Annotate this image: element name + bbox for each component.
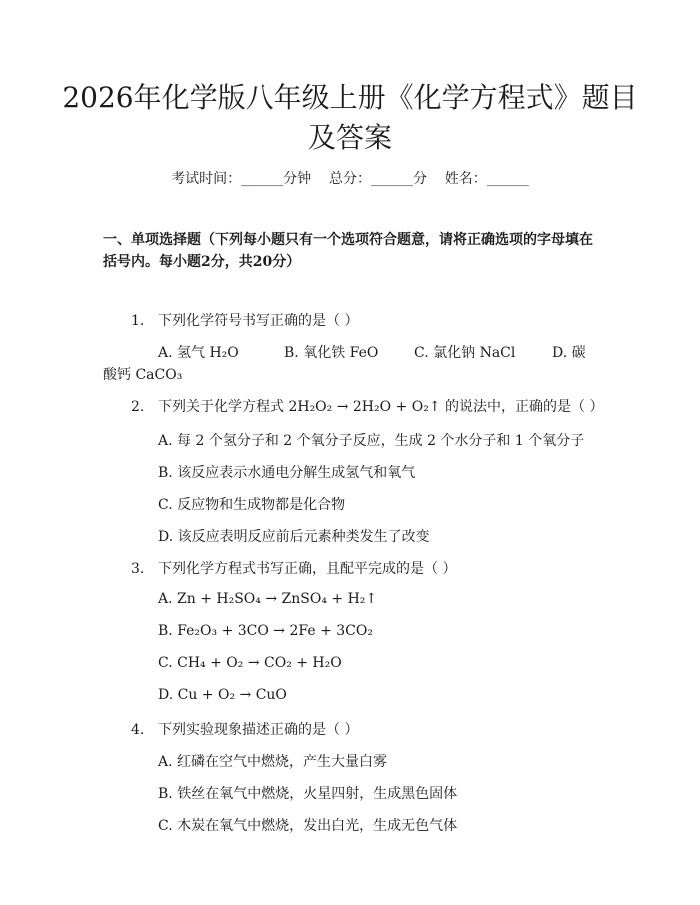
question-4 — [131, 719, 358, 739]
option-d: D. Cu + O₂ → CuO — [158, 687, 287, 703]
question-number: 3. — [131, 561, 145, 577]
question-number: 2. — [131, 399, 145, 415]
option-a: A. 每 2 个氢分子和 2 个氧分子反应，生成 2 个水分子和 1 个氧分子 — [158, 433, 585, 449]
option-d: D. 碳 — [552, 345, 586, 361]
option-c: C. 反应物和生成物都是化合物 — [158, 497, 346, 513]
option-c: C. 氯化钠 NaCl — [414, 345, 516, 361]
option-d: D. 该反应表明反应前后元素种类发生了改变 — [158, 529, 430, 545]
option-c: C. 木炭在氧气中燃烧，发出白光，生成无色气体 — [158, 818, 458, 834]
exam-meta-line: 考试时间：______分钟 总分：______分 姓名：______ — [171, 171, 529, 187]
question-stem: 下列化学方程式书写正确，且配平完成的是（ ） — [158, 561, 457, 577]
question-2 — [131, 396, 603, 416]
question-stem: 下列关于化学方程式 2H₂O₂ → 2H₂O + O₂↑ 的说法中，正确的是（ ） — [158, 399, 604, 415]
option-b: B. 该反应表示水通电分解生成氢气和氧气 — [158, 465, 416, 481]
section-heading: 一、单项选择题（下列每小题只有一个选项符合题意，请将正确选项的字母填在括号内。每小题2分，共20分） — [103, 232, 593, 270]
question-number: 4. — [131, 722, 145, 738]
option-c: C. CH₄ + O₂ → CO₂ + H₂O — [158, 655, 342, 671]
question-stem: 下列化学符号书写正确的是（ ） — [158, 313, 359, 329]
option-a: A. 氢气 H₂O — [158, 345, 239, 361]
question-stem: 下列实验现象描述正确的是（ ） — [158, 722, 359, 738]
question-number: 1. — [131, 313, 145, 329]
option-b: B. 铁丝在氧气中燃烧，火星四射，生成黑色固体 — [158, 786, 458, 802]
question-3 — [131, 558, 456, 578]
option-a: A. 红磷在空气中燃烧，产生大量白雾 — [158, 754, 388, 770]
option-b: B. Fe₂O₃ + 3CO → 2Fe + 3CO₂ — [158, 623, 373, 639]
option-b: B. 氧化铁 FeO — [284, 345, 379, 361]
option-d-continuation: 酸钙 CaCO₃ — [103, 367, 183, 383]
document-title: 2026年化学版八年级上册《化学方程式》题目及答案 — [62, 81, 638, 154]
question-1 — [131, 310, 358, 330]
option-a: A. Zn + H₂SO₄ → ZnSO₄ + H₂↑ — [158, 591, 378, 607]
